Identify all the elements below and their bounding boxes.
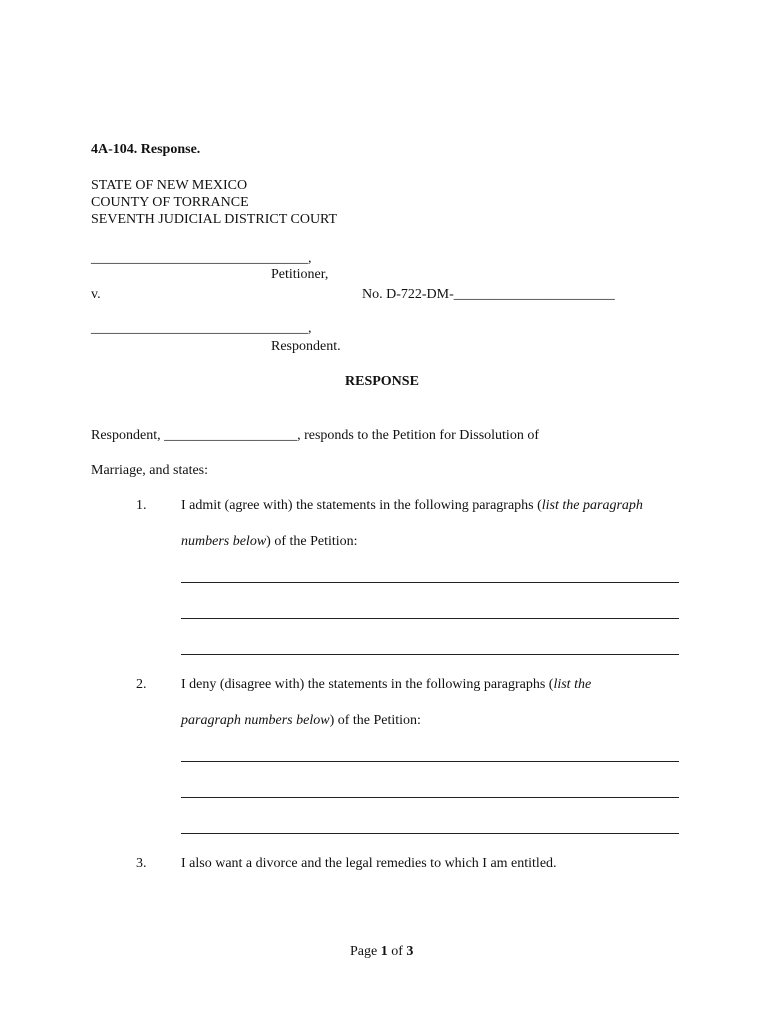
intro-suffix: , responds to the Petition for Dissolution of — [297, 428, 539, 443]
item-2-line-1 — [181, 676, 591, 693]
court-state: STATE OF NEW MEXICO — [91, 178, 248, 193]
page-prefix: Page — [350, 944, 378, 959]
item-2-italic-a: list the — [553, 677, 592, 692]
page-of: of — [391, 944, 403, 959]
item-2-answer-line-3[interactable] — [181, 833, 679, 834]
intro-prefix: Respondent, — [91, 428, 161, 443]
page-footer — [350, 943, 413, 960]
item-1-answer-line-1[interactable] — [181, 582, 679, 583]
item-2-number: 2. — [136, 677, 147, 692]
respondent-name-field[interactable]: ___________________ — [164, 428, 298, 443]
item-2-text: I deny (disagree with) the statements in the following paragraphs ( — [181, 677, 554, 692]
item-1-italic-a: list the paragraph — [541, 498, 643, 513]
document-heading: RESPONSE — [345, 374, 419, 389]
item-3-text: I also want a divorce and the legal remedies to which I am entitled. — [181, 856, 557, 871]
item-1-answer-line-3[interactable] — [181, 654, 679, 655]
item-1-number: 1. — [136, 498, 147, 513]
item-2-italic-b: paragraph numbers below — [181, 713, 330, 728]
court-county: COUNTY OF TORRANCE — [91, 195, 249, 210]
versus-label: v. — [91, 287, 101, 302]
form-title: 4A-104. Response. — [91, 142, 201, 157]
intro-line-2: Marriage, and states: — [91, 463, 209, 478]
item-1-text: I admit (agree with) the statements in the following paragraphs ( — [181, 498, 542, 513]
item-3-number: 3. — [136, 856, 147, 871]
case-number[interactable]: No. D-722-DM-_______________________ — [362, 287, 615, 302]
item-1-italic-b: numbers below — [181, 534, 267, 549]
item-2-tail: ) of the Petition: — [329, 713, 421, 728]
page-total: 3 — [406, 944, 414, 959]
item-2-line-2 — [181, 712, 421, 729]
item-1-tail: ) of the Petition: — [266, 534, 358, 549]
respondent-name-blank[interactable]: _______________________________, — [91, 321, 312, 336]
intro-line-1 — [91, 427, 539, 444]
item-1-line-2 — [181, 533, 358, 550]
petitioner-label: Petitioner, — [271, 267, 329, 282]
item-1-line-1 — [181, 497, 643, 514]
item-1-answer-line-2[interactable] — [181, 618, 679, 619]
petitioner-name-blank[interactable]: _______________________________, — [91, 251, 312, 266]
item-2-answer-line-1[interactable] — [181, 761, 679, 762]
page-current: 1 — [380, 944, 388, 959]
item-2-answer-line-2[interactable] — [181, 797, 679, 798]
respondent-label: Respondent. — [271, 339, 341, 354]
court-name: SEVENTH JUDICIAL DISTRICT COURT — [91, 212, 338, 227]
